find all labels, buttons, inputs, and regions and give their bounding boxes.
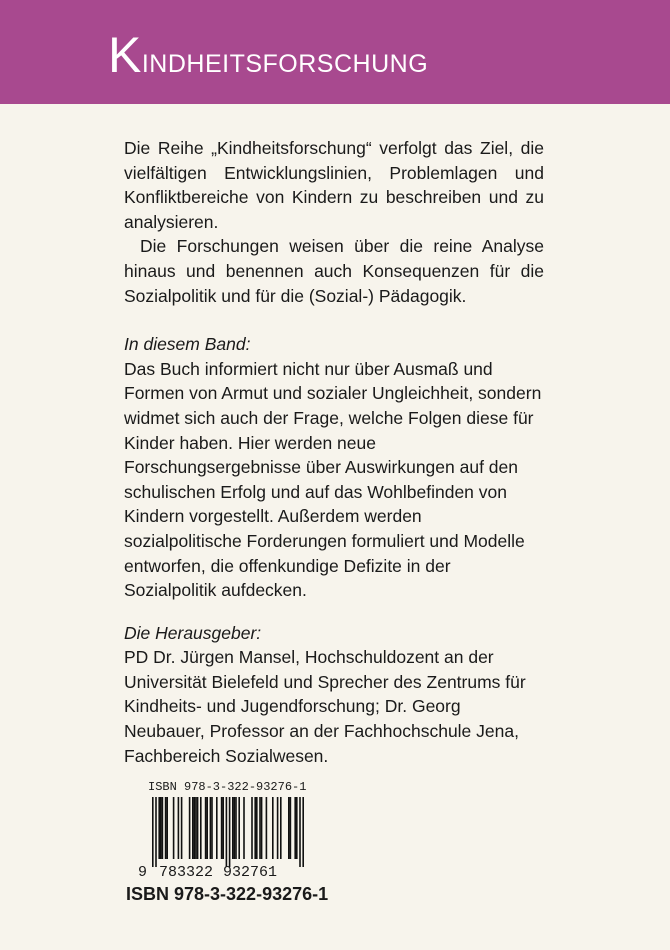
barcode-bar <box>166 797 168 859</box>
barcode-bar <box>192 797 194 859</box>
series-title-initial: K <box>108 27 142 83</box>
back-cover-text <box>124 136 544 768</box>
barcode-bar <box>226 797 228 867</box>
barcode-bar <box>256 797 258 859</box>
editors-label: Die Herausgeber: <box>124 622 262 643</box>
barcode-bar <box>229 797 231 867</box>
barcode-bar <box>158 797 160 859</box>
barcode-bar <box>302 797 304 867</box>
barcode-bar <box>294 797 296 859</box>
barcode-bar <box>259 797 261 859</box>
barcode-block <box>138 780 314 881</box>
barcode-bar <box>200 797 202 859</box>
barcode-bar <box>299 797 301 867</box>
barcode-bar <box>266 797 268 859</box>
barcode-bar <box>261 797 263 859</box>
barcode-bar <box>234 797 236 859</box>
editors-description: PD Dr. Jürgen Mansel, Hochschuldozent an der Universität Bielefeld und Sprecher des Zentrums für Kindheits- und Jugendforschung; Dr. Georg Neubauer, Professor an der Fachhochschule Jena, Fachbereich Sozialwesen. <box>124 647 526 766</box>
barcode-bar <box>238 797 240 859</box>
barcode-bar <box>189 797 191 859</box>
barcode-bar <box>205 797 207 859</box>
series-title <box>108 27 429 85</box>
barcode-bar <box>296 797 298 859</box>
intro-paragraph-1: Die Reihe „Kindheitsforschung“ verfolgt das Ziel, die vielfältigen Entwicklungslinien, Problemlagen und Konfliktbereiche von Kindern zu beschreiben und zu analysieren. <box>124 138 544 232</box>
barcode-bar <box>152 797 154 867</box>
isbn-bottom: ISBN 978-3-322-93276-1 <box>126 884 329 904</box>
barcode-bar <box>243 797 245 859</box>
barcode-bar <box>206 797 208 859</box>
barcode-bar <box>232 797 234 859</box>
barcode-bar <box>173 797 175 859</box>
barcode-bar <box>251 797 253 859</box>
barcode-bar <box>155 797 157 867</box>
barcode-bar <box>254 797 256 859</box>
volume-description: Das Buch informiert nicht nur über Ausmaß und Formen von Armut und sozialer Ungleichheit, sondern widmet sich auch der Frage, welche Folgen diese für Kinder haben. Hier werden neue Forschungsergebnisse über Auswirkungen auf den schulischen Erfolg und auf das Wohlbefinden von Kindern vorgestellt. Außerdem werden sozialpolitische Forderungen formuliert und Modelle entworfen, die offenkundige Defizite in der Sozialpolitik aufdecken. <box>124 358 542 601</box>
barcode-bar <box>211 797 213 859</box>
barcode-bar <box>222 797 224 859</box>
barcode-bar <box>181 797 183 859</box>
barcode-bar <box>165 797 167 859</box>
barcode-bar <box>178 797 180 859</box>
barcode-isbn-label: ISBN 978-3-322-93276-1 <box>148 780 307 794</box>
barcode-digit-first: 9 <box>138 864 148 881</box>
barcode-digits-right: 932761 <box>223 864 278 881</box>
barcode-digits <box>138 865 314 881</box>
barcode-image <box>138 797 308 867</box>
barcode-bar <box>277 797 279 859</box>
barcode-bar <box>288 797 290 859</box>
barcode-bar <box>290 797 292 859</box>
barcode-bar <box>280 797 282 859</box>
barcode-bar <box>160 797 162 859</box>
intro-paragraph-2: Die Forschungen weisen über die reine Analyse hinaus und benennen auch Konsequenzen für die Sozialpolitik und für die (Sozial-) Pädagogik. <box>124 236 544 306</box>
barcode-bar <box>194 797 196 859</box>
barcode-bar <box>221 797 223 859</box>
barcode-bar <box>197 797 199 859</box>
barcode-bar <box>210 797 212 859</box>
barcode-bar <box>195 797 197 859</box>
barcode-digits-left: 783322 <box>159 864 214 881</box>
barcode-bar <box>235 797 237 859</box>
series-title-rest: indheitsforschung <box>141 39 429 80</box>
barcode-bar <box>216 797 218 859</box>
barcode-bar <box>162 797 164 859</box>
barcode-bar <box>272 797 274 859</box>
volume-label: In diesem Band: <box>124 334 251 355</box>
